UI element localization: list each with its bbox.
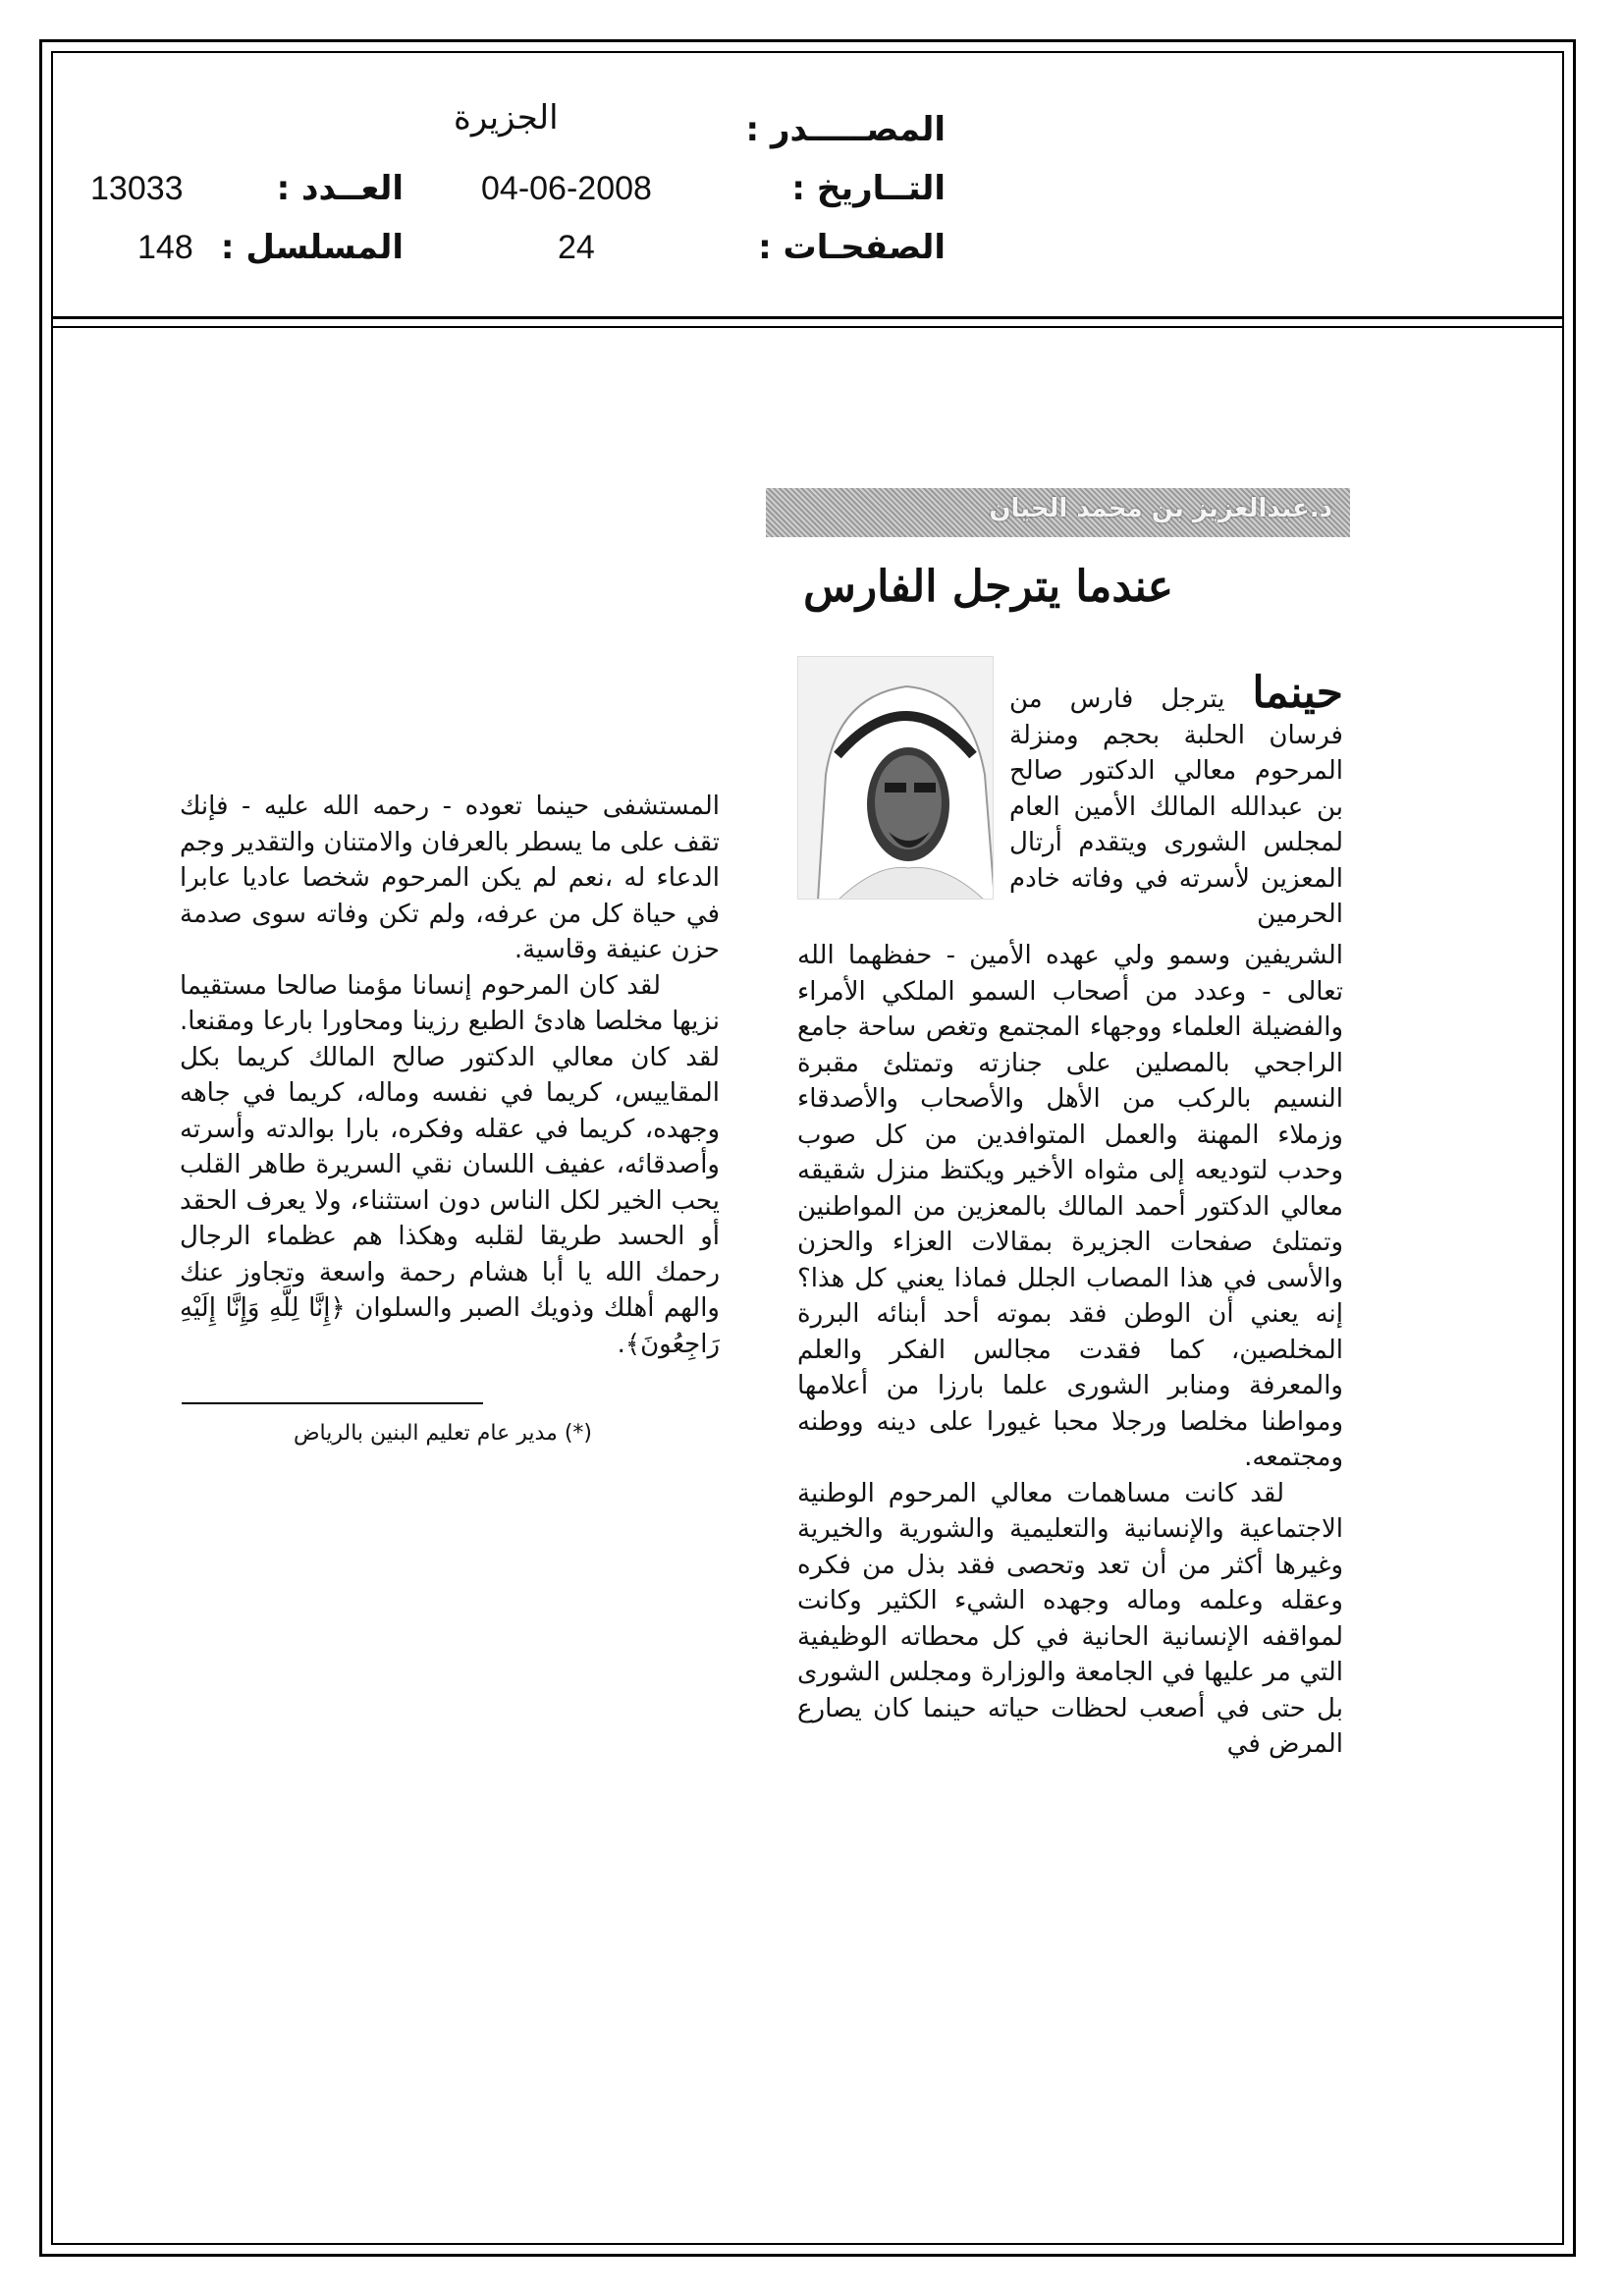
article-paragraph: الشريفين وسمو ولي عهده الأمين - حفظهما الله تعالى - وعدد من أصحاب السمو الملكي الأمراء والفضيلة العلماء ووجهاء المجتمع وتغص ساحة جامع الراجحي بالمصلين على جنازته وتمتلئ مقبرة النسيم بالركب من الأهل والأصحاب والأصدقاء وزملاء المهنة والعمل المتوافدين من كل صوب وحدب لتوديعه إلى مثواه الأخير ويكتظ منزل شقيقه معالي الدكتور أحمد المالك بالمعزين من المواطنين وتمتلئ صفحات الجزيرة بمقالات العزاء والحزن والأسى في هذا المصاب الجلل فماذا يعني كل هذا؟ إنه يعني أن الوطن فقد بموته أحد أبنائه البررة المخلصين، كما فقدت مجالس الفكر والعلم والمعرفة ومنابر الشورى علما بارزا من أعلامها ومواطنا مخلصا ورجلا محبا غيورا على دينه ووطنه ومجتمعه. xyxy=(797,941,1343,1472)
article-paragraph: لقد كانت مساهمات معالي المرحوم الوطنية الاجتماعية والإنسانية والتعليمية والشورية والخيرية وغيرها أكثر من أن تعد وتحصى فقد بذل من فكره وعقله وعلمه وماله وجهده الشيء الكثير وكانت لمواقفه الإنسانية الحانية في كل محطاته الوظيفية التي مر عليها في الجامعة والوزارة ومجلس الشورى بل حتى في أصعب لحظات حياته حينما كان يصارع المرض في xyxy=(797,1478,1343,1759)
article-column-right xyxy=(797,938,1343,1763)
source-value: الجزيرة xyxy=(454,98,559,137)
issue-value: 13033 xyxy=(90,170,184,207)
article-paragraph: المستشفى حينما تعوده - رحمه الله عليه - فإنك تقف على ما يسطر بالعرفان والامتنان والتقدير وجم الدعاء له ،نعم لم يكن المرحوم شخصا عاديا عابرا في حياة كل من عرفه، ولم تكن وفاته سوى صدمة حزن عنيفة وقاسية. xyxy=(180,792,720,964)
header-divider-inner xyxy=(51,326,1564,328)
author-photo xyxy=(797,656,994,900)
date-label: التــاريخ : xyxy=(791,169,946,208)
byline-bar xyxy=(766,488,1350,537)
issue-label: العــدد : xyxy=(276,169,404,208)
article-column-left xyxy=(180,789,720,1362)
article-headline: عندما يترجل الفارس xyxy=(803,562,1173,612)
article-paragraph: لقد كان المرحوم إنسانا مؤمنا صالحا مستقيما نزيها مخلصا هادئ الطبع رزينا ومحاورا بارعا ومقنعا. لقد كان معالي الدكتور صالح المالك كريما بكل المقاييس، كريما في نفسه وماله، كريما في جاهه وجهده، كريما في عقله وفكره، بارا بوالدته وأسرته وأصدقائه، عفيف اللسان نقي السريرة طاهر القلب يحب الخير لكل الناس دون استثناء، ولا يعرف الحقد أو الحسد طريقا لقلبه وهكذا هم عظماء الرجال رحمك الله يا أبا هشام رحمة واسعة وتجاوز عنك والهم أهلك وذويك الصبر والسلوان ﴿إِنَّا لِلَّهِ وَإِنَّا إِلَيْهِ رَاجِعُونَ﴾. xyxy=(180,970,720,1359)
article-intro xyxy=(1009,668,1343,933)
source-label: المصـــــدر : xyxy=(745,110,946,149)
pages-value: 24 xyxy=(558,229,595,266)
serial-value: 148 xyxy=(137,229,193,266)
dropcap-word: حينما xyxy=(1252,668,1343,718)
footnote-divider xyxy=(182,1402,483,1404)
author-byline: د.عبدالعزيز بن محمد الحيان xyxy=(989,494,1332,523)
date-value: 04-06-2008 xyxy=(481,170,652,207)
pages-label: الصفحـات : xyxy=(758,228,946,267)
header-divider xyxy=(51,316,1564,319)
author-footnote: (*) مدير عام تعليم البنين بالرياض xyxy=(293,1421,592,1446)
serial-label: المسلسل : xyxy=(220,228,404,267)
intro-text: يترجل فارس من فرسان الحلبة بحجم ومنزلة المرحوم معالي الدكتور صالح بن عبدالله المالك الأمين العام لمجلس الشورى ويتقدم أرتال المعزين لأسرته في وفاته خادم الحرمين xyxy=(1009,684,1343,929)
